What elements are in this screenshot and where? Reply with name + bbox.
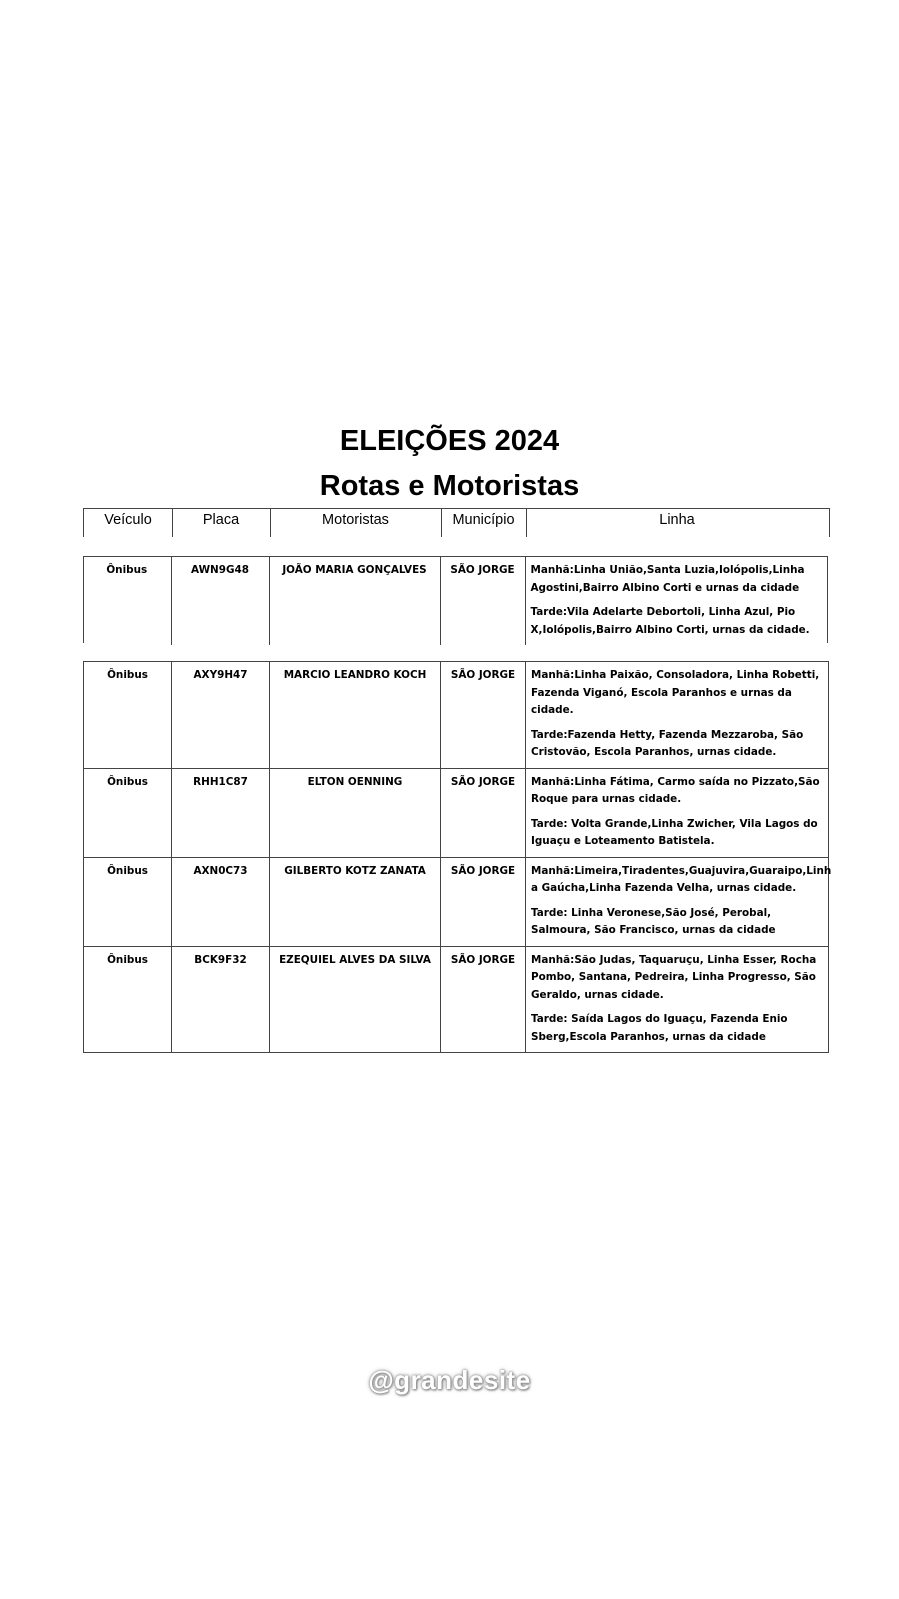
cell-placa: AXY9H47 [172,662,270,769]
table-header [83,508,830,537]
cell-motorista: MARCIO LEANDRO KOCH [270,662,441,769]
route-afternoon: Tarde:Vila Adelarte Debortoli, Linha Azul, Pio X,Iolópolis,Bairro Albino Corti, urnas da cidade. [530,606,810,636]
header-veiculo: Veículo [84,509,173,537]
cell-linha [526,946,829,1053]
cell-placa: RHH1C87 [172,768,270,857]
table-row [84,857,829,946]
cell-placa: BCK9F32 [172,946,270,1053]
cell-veiculo: Ônibus [84,857,172,946]
route-afternoon: Tarde:Fazenda Hetty, Fazenda Mezzaroba, São Cristovão, Escola Paranhos, urnas cidade. [531,728,804,758]
table-row [84,768,829,857]
cell-veiculo: Ônibus [83,557,171,646]
table-row [84,662,829,769]
route-morning: Manhã:Limeira,Tiradentes,Guajuvira,Guaraipo,Linh a Gaúcha,Linha Fazenda Velha, urnas cidade. [531,864,832,894]
cell-motorista: GILBERTO KOTZ ZANATA [270,857,441,946]
cell-placa: AXN0C73 [172,857,270,946]
route-afternoon: Tarde: Saída Lagos do Iguaçu, Fazenda Enio Sberg,Escola Paranhos, urnas da cidade [531,1013,788,1043]
routes-table-main [83,661,832,1053]
cell-veiculo: Ônibus [84,768,172,857]
watermark: @grandesite [368,1365,531,1395]
cell-veiculo: Ônibus [84,662,172,769]
route-morning: Manhã:Linha União,Santa Luzia,Iolópolis,Linha Agostini,Bairro Albino Corti e urnas da cidade [530,564,805,594]
cell-linha [526,857,832,946]
header-placa: Placa [172,509,271,537]
cell-municipio: SÃO JORGE [440,557,525,646]
cell-motorista: JOÃO MARIA GONÇALVES [269,557,440,646]
cell-municipio: SÃO JORGE [441,857,526,946]
document-subtitle: Rotas e Motoristas [319,470,580,502]
cell-motorista: EZEQUIEL ALVES DA SILVA [270,946,441,1053]
routes-table-first [83,556,828,645]
document-title: ELEIÇÕES 2024 [339,425,560,457]
route-morning: Manhã:São Judas, Taquaruçu, Linha Esser, Rocha Pombo, Santana, Pedreira, Linha Progresso, São Geraldo, urnas cidade. [531,953,817,1001]
cell-municipio: SÃO JORGE [441,768,526,857]
cell-municipio: SÃO JORGE [441,662,526,769]
route-morning: Manhã:Linha Fátima, Carmo saída no Pizzato,São Roque para urnas cidade. [531,775,820,805]
cell-linha [525,557,828,646]
table-row [84,946,829,1053]
cell-veiculo: Ônibus [84,946,172,1053]
header-linha: Linha [659,512,695,528]
cell-motorista: ELTON OENNING [270,768,441,857]
route-afternoon: Tarde: Linha Veronese,São José, Perobal, Salmoura, São Francisco, urnas da cidade [531,906,776,936]
cell-linha [526,768,829,857]
route-morning: Manhã:Linha Paixão, Consoladora, Linha Robetti, Fazenda Viganó, Escola Paranhos e urnas da cidade. [531,669,820,716]
table-row [83,557,828,646]
cell-municipio: SÃO JORGE [441,946,526,1053]
route-afternoon: Tarde: Volta Grande,Linha Zwicher, Vila Lagos do Iguaçu e Loteamento Batistela. [531,817,818,847]
cell-placa: AWN9G48 [171,557,269,646]
header-municipio: Município [441,509,527,537]
header-motoristas: Motoristas [270,509,442,537]
cell-linha [526,662,829,769]
